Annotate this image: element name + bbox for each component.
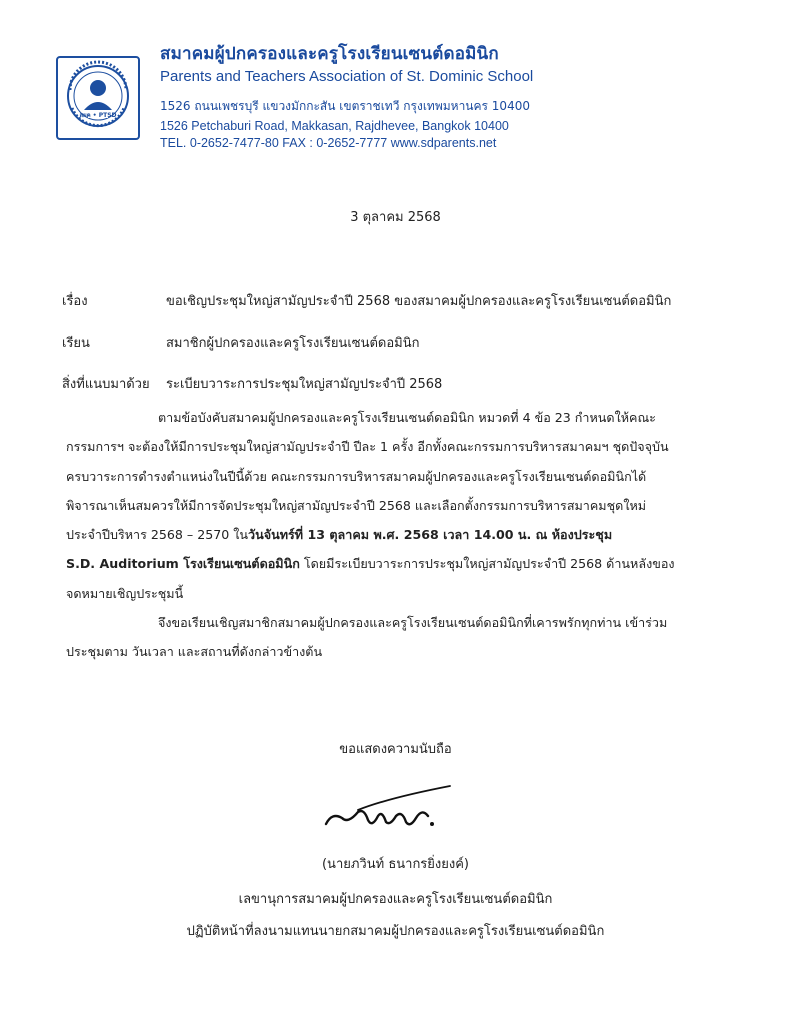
address-english: 1526 Petchaburi Road, Makkasan, Rajdhevee, Bangkok 10400 [160,119,509,133]
invitation-line-1: จึงขอเรียนเชิญสมาชิกสมาคมผู้ปกครองและครูโรงเรียนเซนต์ดอมินิกที่เคารพรักทุกท่าน เข้าร่วม [158,615,668,631]
signatory-acting-role: ปฏิบัติหน้าที่ลงนามแทนนายกสมาคมผู้ปกครองและครูโรงเรียนเซนต์ดอมินิก [186,924,605,939]
school-crest-icon [58,58,138,138]
handwritten-signature-icon [318,782,458,846]
recipient-row [62,332,420,353]
recipient-value: สมาชิกผู้ปกครองและครูโรงเรียนเซนต์ดอมินิก [166,336,420,351]
enclosure-value: ระเบียบวาระการประชุมใหญ่สามัญประจำปี 2568 [166,377,443,392]
subject-value: ขอเชิญประชุมใหญ่สามัญประจำปี 2568 ของสมาคมผู้ปกครองและครูโรงเรียนเซนต์ดอมินิก [166,294,672,309]
body-line-5-plain: ประจำปีบริหาร 2568 – 2570 ใน [66,527,249,543]
body-line-6-plain: โดยมีระเบียบวาระการประชุมใหญ่สามัญประจำปี 2568 ด้านหลังของ [299,556,675,572]
signatory-name: (นายภวินท์ ธนากรยิ่งยงค์) [321,857,469,872]
enclosure-label: สิ่งที่แนบมาด้วย [62,377,150,392]
contact-line: TEL. 0-2652-7477-80 FAX : 0-2652-7777 www.sdparents.net [160,136,497,150]
letter-date: 3 ตุลาคม 2568 [350,210,441,225]
body-line-2: กรรมการฯ จะต้องให้มีการประชุมใหญ่สามัญประจำปี ปีละ 1 ครั้ง อีกทั้งคณะกรรมการบริหารสมาคมฯ ชุดปัจจุบัน [66,439,669,455]
letter-body [66,403,726,667]
invitation-line-2: ประชุมตาม วันเวลา และสถานที่ดังกล่าวข้างต้น [66,644,323,660]
signatory-position: เลขานุการสมาคมผู้ปกครองและครูโรงเรียนเซนต์ดอมินิก [238,892,553,907]
address-thai: 1526 ถนนเพชรบุรี แขวงมักกะสัน เขตราชเทวี กรุงเทพมหานคร 10400 [160,99,530,113]
letterhead [160,40,540,153]
svg-text:สผค • PTSD: สผค • PTSD [79,112,117,119]
org-name-thai: สมาคมผู้ปกครองและครูโรงเรียนเซนต์ดอมินิก [160,44,499,64]
body-line-5 [66,520,726,549]
body-line-1: ตามข้อบังคับสมาคมผู้ปกครองและครูโรงเรียนเซนต์ดอมินิก หมวดที่ 4 ข้อ 23 กำหนดให้คณะ [158,410,656,425]
recipient-label: เรียน [62,336,90,351]
meeting-venue: S.D. Auditorium โรงเรียนเซนต์ดอมินิก [66,556,300,572]
subject-row [62,290,671,311]
enclosure-row [62,373,442,394]
body-line-3: ครบวาระการดำรงตำแหน่งในปีนี้ด้วย คณะกรรมการบริหารสมาคมผู้ปกครองและครูโรงเรียนเซนต์ดอมินิกได้ [66,468,647,484]
body-line-6 [66,549,726,578]
closing-phrase: ขอแสดงความนับถือ [339,742,452,757]
subject-label: เรื่อง [62,294,88,309]
org-name-english: Parents and Teachers Association of St. Dominic School [160,68,534,85]
body-line-7: จดหมายเชิญประชุมนี้ [66,585,184,601]
association-logo [56,56,140,140]
body-line-4: พิจารณาเห็นสมควรให้มีการจัดประชุมใหญ่สามัญประจำปี 2568 และเลือกตั้งกรรมการบริหารสมาคมชุดใหม่ [66,497,647,513]
meeting-datetime: วันจันทร์ที่ 13 ตุลาคม พ.ศ. 2568 เวลา 14.00 น. ณ ห้องประชุม [248,527,613,543]
